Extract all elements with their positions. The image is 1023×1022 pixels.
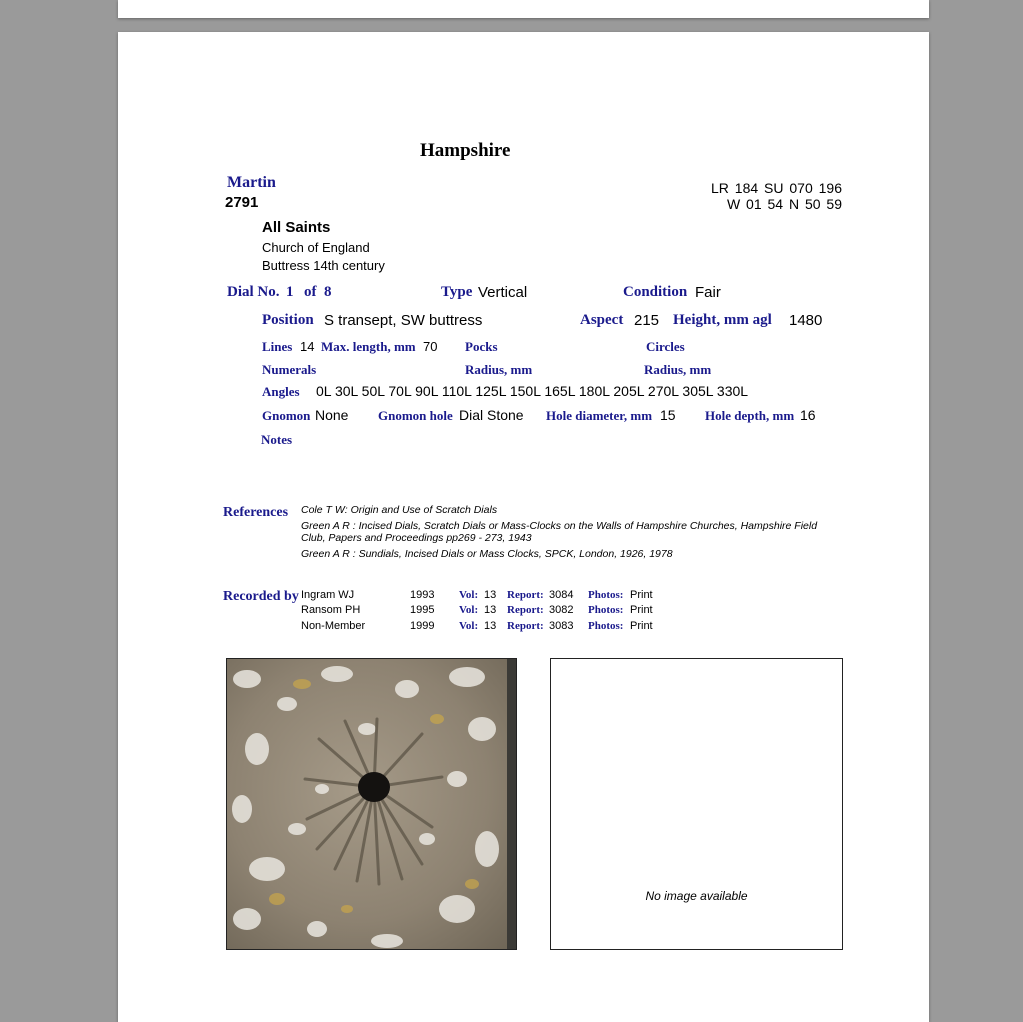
of-total: 8 — [324, 284, 332, 300]
gnomon-label: Gnomon — [262, 408, 311, 423]
site-number: 2791 — [225, 194, 259, 211]
hole-diameter-label: Hole diameter, mm — [546, 408, 653, 423]
reference-item: Green A R : Incised Dials, Scratch Dials or Mass-Clocks on the Walls of Hampshire Churches, Hampshire Field — [301, 520, 818, 532]
max-length-label: Max. length, mm — [321, 339, 416, 354]
circles-label: Circles — [646, 339, 685, 354]
grid-reference: LR 184 SU 070 196 — [711, 180, 842, 196]
scratch-dial-photo-icon — [227, 659, 517, 950]
gnomon-hole-label: Gnomon hole — [378, 408, 453, 423]
height-value: 1480 — [789, 312, 823, 329]
numerals-label: Numerals — [262, 362, 317, 377]
photos-value: Print — [630, 589, 653, 601]
report-value: 3082 — [549, 604, 574, 616]
gnomon-value: None — [315, 407, 349, 423]
no-image-box — [550, 658, 843, 950]
of-label: of — [304, 284, 317, 300]
aspect-label: Aspect — [580, 312, 624, 328]
location-description: Buttress 14th century — [262, 258, 385, 273]
previous-page-edge — [118, 0, 929, 18]
vol-label: Vol: — [459, 620, 479, 632]
vol-value: 13 — [484, 604, 497, 616]
recorder-year: 1995 — [410, 604, 435, 616]
position-value: S transept, SW buttress — [324, 312, 483, 329]
report-label: Report: — [507, 620, 544, 632]
vol-value: 13 — [484, 620, 497, 632]
coordinates: W 01 54 N 50 59 — [726, 196, 842, 212]
dial-no-value: 1 — [286, 284, 294, 300]
vol-label: Vol: — [459, 604, 479, 616]
type-label: Type — [441, 284, 473, 300]
lines-label: Lines — [262, 339, 293, 354]
max-length-value: 70 — [423, 339, 438, 354]
recorder-year: 1993 — [410, 589, 435, 601]
reference-item: Cole T W: Origin and Use of Scratch Dials — [301, 504, 498, 516]
condition-value: Fair — [695, 284, 721, 301]
photos-value: Print — [630, 620, 653, 632]
height-label: Height, mm agl — [673, 312, 772, 328]
hole-depth-label: Hole depth, mm — [705, 408, 795, 423]
reference-item: Green A R : Sundials, Incised Dials or Mass Clocks, SPCK, London, 1926, 1978 — [301, 548, 673, 560]
references-label: References — [223, 505, 289, 520]
denomination: Church of England — [262, 240, 370, 255]
church-name: All Saints — [262, 219, 331, 236]
photos-label: Photos: — [588, 604, 624, 616]
photos-label: Photos: — [588, 620, 624, 632]
photos-value: Print — [630, 604, 653, 616]
place-name: Martin — [227, 174, 276, 191]
report-label: Report: — [507, 604, 544, 616]
recorder-year: 1999 — [410, 620, 435, 632]
recorder-name: Ransom PH — [301, 604, 361, 616]
radius-label-1: Radius, mm — [465, 362, 533, 377]
angles-label: Angles — [262, 384, 300, 399]
hole-depth-value: 16 — [800, 407, 816, 423]
report-value: 3084 — [549, 589, 574, 601]
report-value: 3083 — [549, 620, 574, 632]
angles-value: 0L 30L 50L 70L 90L 110L 125L 150L 165L 180L 205L 270L 305L 330L — [316, 383, 749, 399]
aspect-value: 215 — [634, 312, 660, 329]
document-page — [118, 32, 929, 1022]
photos-label: Photos: — [588, 589, 624, 601]
recorded-by-label: Recorded by — [223, 589, 299, 604]
report-label: Report: — [507, 589, 544, 601]
county-heading: Hampshire — [420, 140, 511, 161]
radius-label-2: Radius, mm — [644, 362, 712, 377]
gnomon-hole-value: Dial Stone — [459, 407, 524, 423]
recorder-name: Non-Member — [301, 620, 366, 632]
dial-photo — [226, 658, 517, 950]
notes-label: Notes — [261, 432, 293, 447]
position-label: Position — [262, 312, 314, 328]
no-image-text: No image available — [645, 889, 748, 903]
condition-label: Condition — [623, 284, 688, 300]
dial-no-label: Dial No. — [227, 284, 280, 300]
hole-diameter-value: 15 — [660, 407, 676, 423]
vol-label: Vol: — [459, 589, 479, 601]
lines-value: 14 — [300, 339, 315, 354]
reference-item: Club, Papers and Proceedings pp269 - 273, 1943 — [301, 532, 532, 544]
pocks-label: Pocks — [465, 339, 498, 354]
vol-value: 13 — [484, 589, 497, 601]
type-value: Vertical — [478, 284, 528, 301]
recorder-name: Ingram WJ — [301, 589, 355, 601]
